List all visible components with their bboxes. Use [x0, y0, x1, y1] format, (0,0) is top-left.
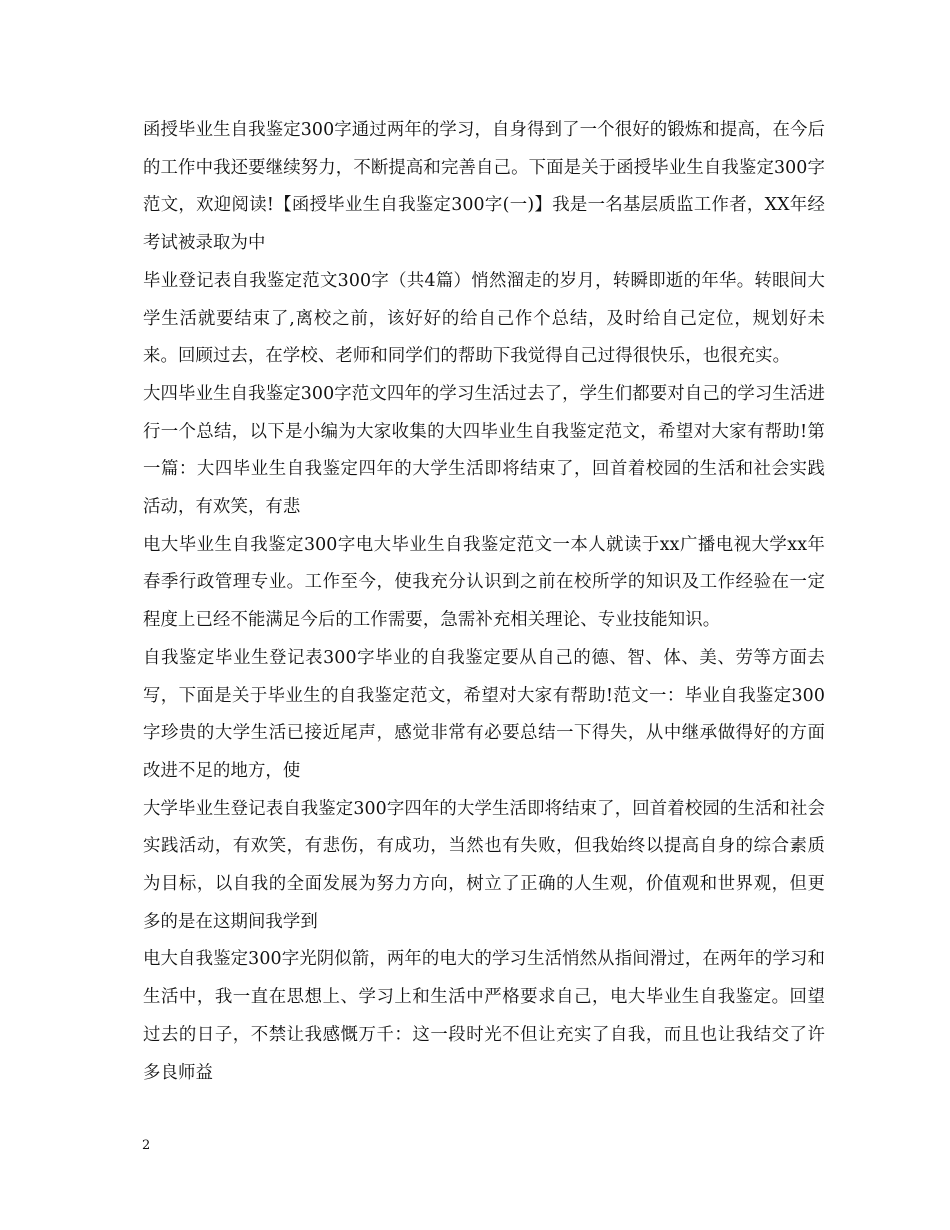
paragraph-7: 电大自我鉴定300字光阴似箭，两年的电大的学习生活悄然从指间滑过，在两年的学习和生活中，我一直在思想上、学习上和生活中严格要求自己，电大毕业生自我鉴定。回望过去的日子，不禁让我感慨万千：这一段时光不但让充实了自我，而且也让我结交了许多良师益: [143, 949, 825, 1083]
paragraph-5: 自我鉴定毕业生登记表300字毕业的自我鉴定要从自己的德、智、体、美、劳等方面去写，下面是关于毕业生的自我鉴定范文，希望对大家有帮助!范文一：毕业自我鉴定300字珍贵的大学生活已接近尾声，感觉非常有必要总结一下得失，从中继承做得好的方面改进不足的地方，使: [143, 647, 825, 781]
paragraph-6: 大学毕业生登记表自我鉴定300字四年的大学生活即将结束了，回首着校园的生活和社会实践活动，有欢笑，有悲伤，有成功，当然也有失败，但我始终以提高自身的综合素质为目标，以自我的全面发展为努力方向，树立了正确的人生观，价值观和世界观，但更多的是在这期间我学到: [143, 798, 825, 932]
paragraph-4: 电大毕业生自我鉴定300字电大毕业生自我鉴定范文一本人就读于xx广播电视大学xx年春季行政管理专业。工作至今，使我充分认识到之前在校所学的知识及工作经验在一定程度上已经不能满足今后的工作需要，急需补充相关理论、专业技能知识。: [143, 534, 825, 631]
paragraph-1: 函授毕业生自我鉴定300字通过两年的学习，自身得到了一个很好的锻炼和提高，在今后的工作中我还要继续努力，不断提高和完善自己。下面是关于函授毕业生自我鉴定300字范文，欢迎阅读!【函授毕业生自我鉴定300字(一)】我是一名基层质监工作者，XX年经考试被录取为中: [143, 120, 825, 254]
document-body: [143, 112, 825, 1092]
page-number: 2: [142, 1138, 151, 1153]
paragraph-2: 毕业登记表自我鉴定范文300字（共4篇）悄然溜走的岁月，转瞬即逝的年华。转眼间大学生活就要结束了,离校之前，该好好的给自己作个总结，及时给自己定位，规划好未来。回顾过去，在学校、老师和同学们的帮助下我觉得自己过得很快乐，也很充实。: [143, 270, 825, 367]
paragraph-3: 大四毕业生自我鉴定300字范文四年的学习生活过去了，学生们都要对自己的学习生活进行一个总结，以下是小编为大家收集的大四毕业生自我鉴定范文，希望对大家有帮助!第一篇：大四毕业生自我鉴定四年的大学生活即将结束了，回首着校园的生活和社会实践活动，有欢笑，有悲: [143, 383, 825, 518]
